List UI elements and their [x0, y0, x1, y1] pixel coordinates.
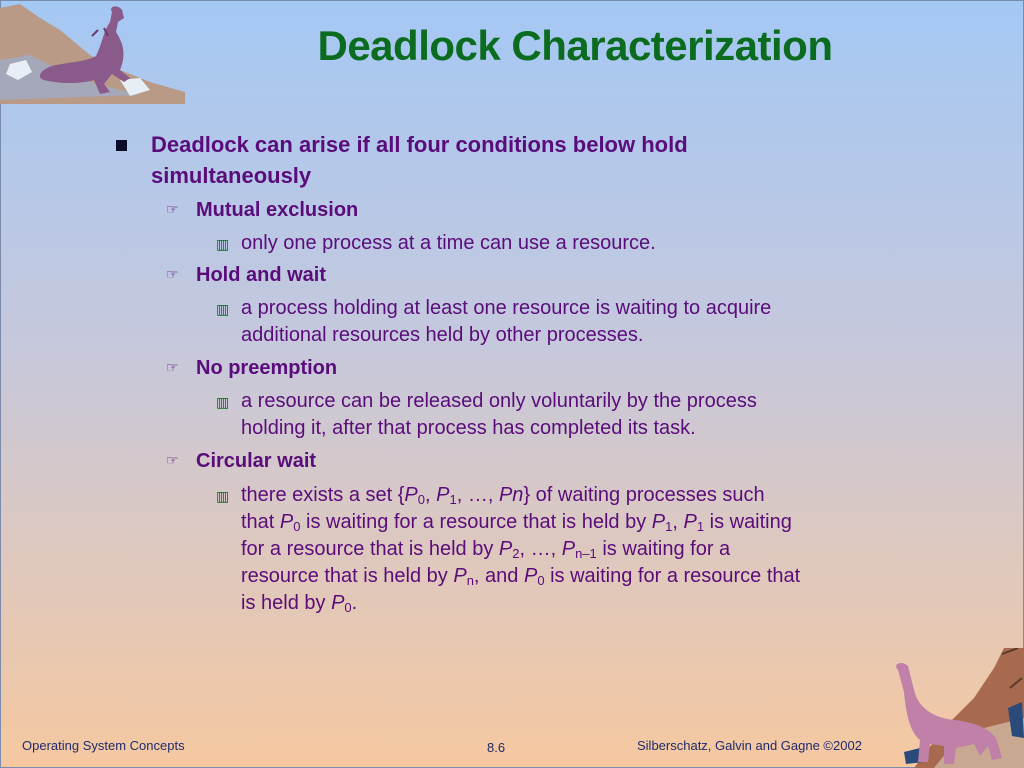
- circular-desc-line5: is held by $P_0$.: [241, 592, 358, 615]
- dinosaur-top-left-illustration: [0, 0, 190, 108]
- circular-desc-line1: there exists a set {$P_0$, $P_1$, …, Pn} of waiting processes such: [241, 484, 765, 507]
- square-bullet-icon: [116, 140, 127, 151]
- book-icon: ▥: [216, 301, 230, 317]
- pointing-hand-icon: ☞: [166, 266, 179, 282]
- condition-desc-line: additional resources held by other processes.: [241, 324, 644, 346]
- condition-desc-line: only one process at a time can use a resource.: [241, 232, 656, 254]
- book-icon: ▥: [216, 236, 230, 252]
- condition-mutual-exclusion: Mutual exclusion: [196, 199, 359, 221]
- condition-circular-wait: Circular wait: [196, 450, 317, 472]
- condition-desc-line: a process holding at least one resource is waiting to acquire: [241, 297, 772, 319]
- condition-no-preemption: No preemption: [196, 357, 338, 379]
- book-icon: ▥: [216, 488, 230, 504]
- circular-desc-line3: for a resource that is held by $P_2$, …, $P_{n-1}$ is waiting for a: [241, 538, 731, 561]
- condition-hold-and-wait: Hold and wait: [196, 264, 326, 286]
- main-bullet-text-line2: simultaneously: [151, 163, 312, 188]
- circular-desc-line4: resource that is held by $P_n$, and $P_0$ is waiting for a resource that: [241, 565, 801, 588]
- footer-course-name: Operating System Concepts: [22, 738, 185, 753]
- dinosaur-bottom-right-illustration: [884, 648, 1024, 768]
- pointing-hand-icon: ☞: [166, 201, 179, 217]
- footer-slide-number: 8.6: [487, 740, 506, 755]
- footer-copyright: Silberschatz, Galvin and Gagne ©2002: [637, 738, 862, 753]
- pointing-hand-icon: ☞: [166, 452, 179, 468]
- condition-desc-line: holding it, after that process has completed its task.: [241, 417, 696, 439]
- circular-desc-line2: that $P_0$ is waiting for a resource that is held by $P_1$, $P_1$ is waiting: [241, 511, 792, 534]
- main-bullet-text-line1: Deadlock can arise if all four conditions below hold: [151, 132, 688, 157]
- condition-desc-line: a resource can be released only voluntarily by the process: [241, 390, 757, 412]
- book-icon: ▥: [216, 394, 230, 410]
- slide-title: Deadlock Characterization: [317, 22, 833, 69]
- pointing-hand-icon: ☞: [166, 359, 179, 375]
